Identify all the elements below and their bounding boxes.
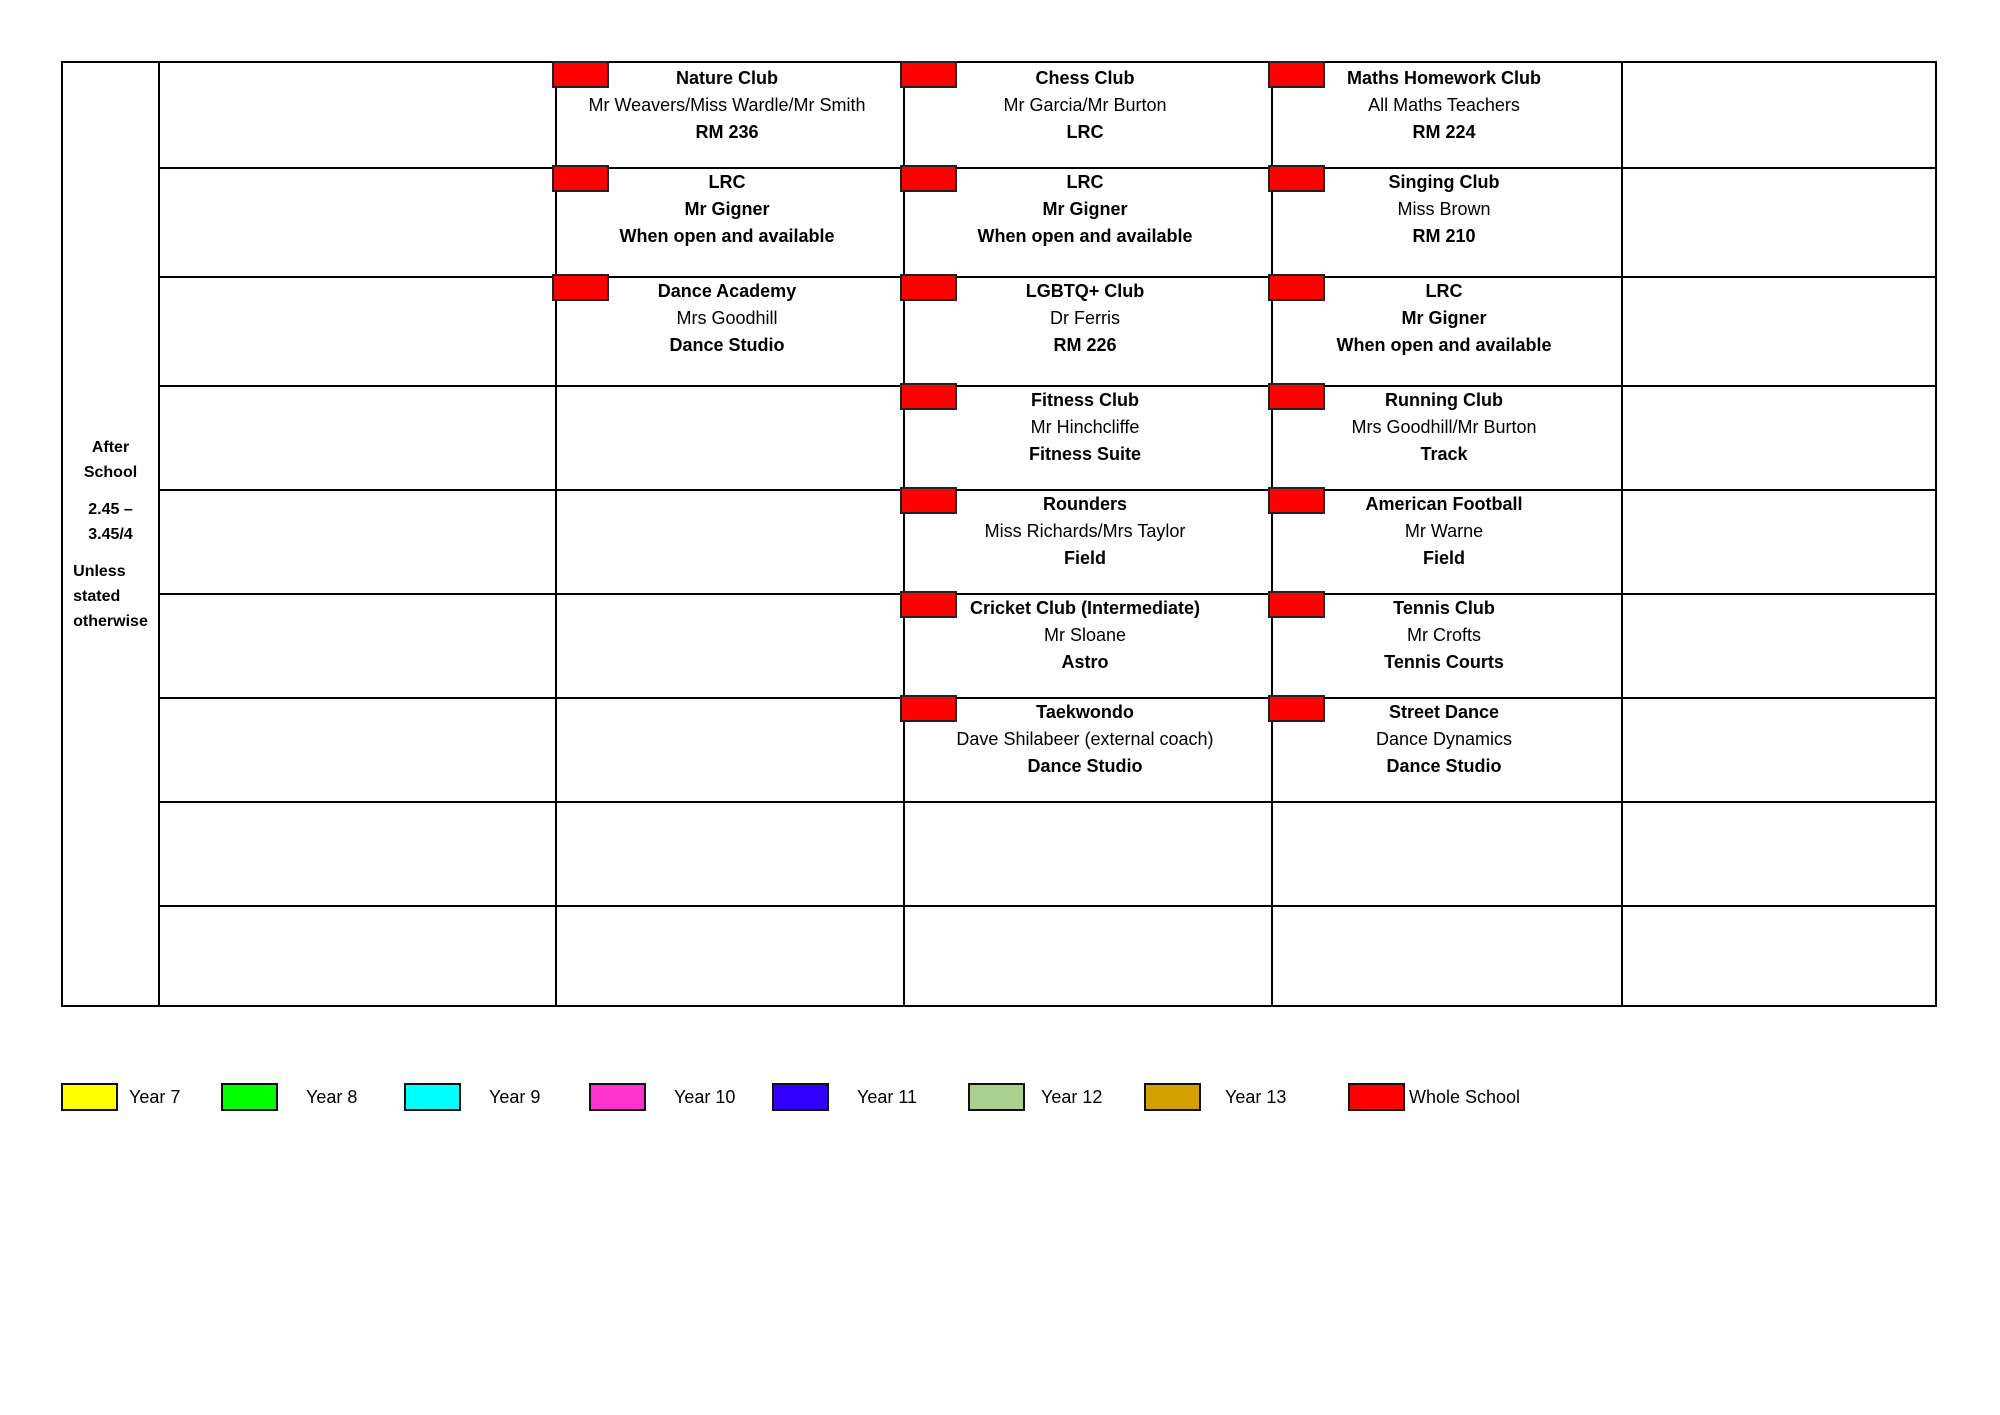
- activity-title: Taekwondo: [1036, 702, 1134, 722]
- activity-cell: [901, 487, 1269, 591]
- activity-room: Dance Studio: [669, 335, 785, 355]
- legend-label: Year 9: [489, 1087, 541, 1107]
- activity-cell: [901, 165, 1269, 274]
- activity-room: Tennis Courts: [1384, 652, 1504, 672]
- whole-school-badge: [900, 165, 957, 192]
- activity-title: LGBTQ+ Club: [1025, 281, 1145, 301]
- grid-divider: [158, 801, 1935, 803]
- session-label: [63, 63, 158, 1005]
- activity-staff: Mr Crofts: [1407, 625, 1481, 645]
- legend-swatch: [772, 1083, 829, 1111]
- activity-title: Cricket Club (Intermediate): [969, 598, 1201, 618]
- session-label-line: After: [91, 438, 130, 456]
- whole-school-badge: [900, 695, 957, 722]
- legend-label: Year 13: [1225, 1087, 1287, 1107]
- legend-label: Year 7: [129, 1087, 181, 1107]
- activity-cell: [553, 274, 901, 383]
- whole-school-badge: [1268, 695, 1325, 722]
- legend-swatch: [61, 1083, 118, 1111]
- activity-cell: [901, 383, 1269, 487]
- whole-school-badge: [900, 274, 957, 301]
- activity-staff: Mrs Goodhill: [676, 308, 778, 328]
- activity-staff: Mr Warne: [1404, 521, 1484, 541]
- activity-staff: Dance Dynamics: [1375, 729, 1513, 749]
- session-note-line: Unless: [73, 562, 126, 580]
- whole-school-badge: [552, 61, 609, 88]
- activity-title: Fitness Club: [1030, 390, 1139, 410]
- activity-title: Dance Academy: [657, 281, 797, 301]
- activity-cell: [1269, 274, 1619, 383]
- activity-cell: [553, 165, 901, 274]
- activity-staff: Miss Brown: [1397, 199, 1491, 219]
- activity-title: LRC: [708, 172, 746, 192]
- whole-school-badge: [1268, 487, 1325, 514]
- legend-swatch: [221, 1083, 278, 1111]
- whole-school-badge: [1268, 591, 1325, 618]
- whole-school-badge: [900, 487, 957, 514]
- whole-school-badge: [900, 591, 957, 618]
- activity-room: When open and available: [977, 226, 1193, 246]
- whole-school-badge: [1268, 274, 1325, 301]
- activity-staff: Dr Ferris: [1050, 308, 1120, 328]
- activity-room: Field: [1063, 548, 1106, 568]
- activity-cell: [901, 591, 1269, 695]
- activity-room: When open and available: [1336, 335, 1552, 355]
- legend-swatch: [1348, 1083, 1405, 1111]
- session-note-line: stated: [73, 587, 121, 605]
- grid-divider: [1621, 63, 1623, 1005]
- grid-divider: [158, 63, 160, 1005]
- legend-label: Year 11: [857, 1087, 918, 1107]
- activity-staff: Mr Hinchcliffe: [1030, 417, 1140, 437]
- activity-title: Singing Club: [1388, 172, 1500, 192]
- activity-staff: Mr Weavers/Miss Wardle/Mr Smith: [588, 95, 866, 115]
- activity-title: American Football: [1365, 494, 1523, 514]
- activity-cell: [1269, 165, 1619, 274]
- activity-title: Chess Club: [1035, 68, 1135, 88]
- activity-room: Astro: [1061, 652, 1109, 672]
- activity-cell: [901, 61, 1269, 165]
- session-time-line: 3.45/4: [88, 525, 133, 543]
- legend-label: Year 10: [674, 1087, 736, 1107]
- whole-school-badge: [1268, 61, 1325, 88]
- whole-school-badge: [900, 61, 957, 88]
- whole-school-badge: [552, 165, 609, 192]
- activity-room: Dance Studio: [1027, 756, 1143, 776]
- activity-room: RM 210: [1412, 226, 1476, 246]
- whole-school-badge: [1268, 165, 1325, 192]
- activity-cell: [901, 695, 1269, 799]
- activity-cell: [901, 274, 1269, 383]
- activity-staff: Miss Richards/Mrs Taylor: [984, 521, 1186, 541]
- activity-title: Tennis Club: [1393, 598, 1495, 618]
- activity-room: RM 236: [695, 122, 759, 142]
- activity-staff: Mrs Goodhill/Mr Burton: [1351, 417, 1537, 437]
- legend-label: Year 12: [1041, 1087, 1103, 1107]
- legend-swatch: [1144, 1083, 1201, 1111]
- activity-staff: All Maths Teachers: [1368, 95, 1520, 115]
- whole-school-badge: [900, 383, 957, 410]
- activity-room: RM 226: [1053, 335, 1117, 355]
- activity-title: LRC: [1066, 172, 1104, 192]
- legend-label: Year 8: [306, 1087, 358, 1107]
- activity-room: Fitness Suite: [1028, 444, 1142, 464]
- whole-school-badge: [552, 274, 609, 301]
- activity-staff: Dave Shilabeer (external coach): [956, 729, 1214, 749]
- activity-staff: Mr Gigner: [684, 199, 770, 219]
- activity-cell: [1269, 487, 1619, 591]
- activity-cell: [553, 61, 901, 165]
- activity-cell: [1269, 61, 1619, 165]
- legend-swatch: [589, 1083, 646, 1111]
- activity-staff: Mr Gigner: [1042, 199, 1128, 219]
- activity-staff: Mr Sloane: [1043, 625, 1127, 645]
- activity-title: Nature Club: [675, 68, 778, 88]
- activity-room: RM 224: [1412, 122, 1476, 142]
- legend-swatch: [968, 1083, 1025, 1111]
- activity-room: LRC: [1066, 122, 1104, 142]
- grid-divider: [158, 905, 1935, 907]
- activity-title: LRC: [1425, 281, 1463, 301]
- activity-room: Dance Studio: [1386, 756, 1502, 776]
- activity-title: Street Dance: [1388, 702, 1500, 722]
- activity-room: Field: [1422, 548, 1465, 568]
- activity-title: Rounders: [1042, 494, 1127, 514]
- activity-title: Maths Homework Club: [1346, 68, 1542, 88]
- session-time-line: 2.45 –: [88, 500, 133, 518]
- activity-cell: [1269, 695, 1619, 799]
- activity-room: When open and available: [619, 226, 835, 246]
- legend: [0, 1083, 2000, 1113]
- legend-swatch: [404, 1083, 461, 1111]
- session-label-line: School: [83, 463, 138, 481]
- legend-label: Whole School: [1409, 1087, 1521, 1107]
- activity-cell: [1269, 383, 1619, 487]
- activity-title: Running Club: [1385, 390, 1503, 410]
- activity-cell: [1269, 591, 1619, 695]
- activity-staff: Mr Gigner: [1401, 308, 1487, 328]
- session-note-line: otherwise: [73, 612, 148, 630]
- activity-staff: Mr Garcia/Mr Burton: [1003, 95, 1167, 115]
- whole-school-badge: [1268, 383, 1325, 410]
- activity-room: Track: [1420, 444, 1468, 464]
